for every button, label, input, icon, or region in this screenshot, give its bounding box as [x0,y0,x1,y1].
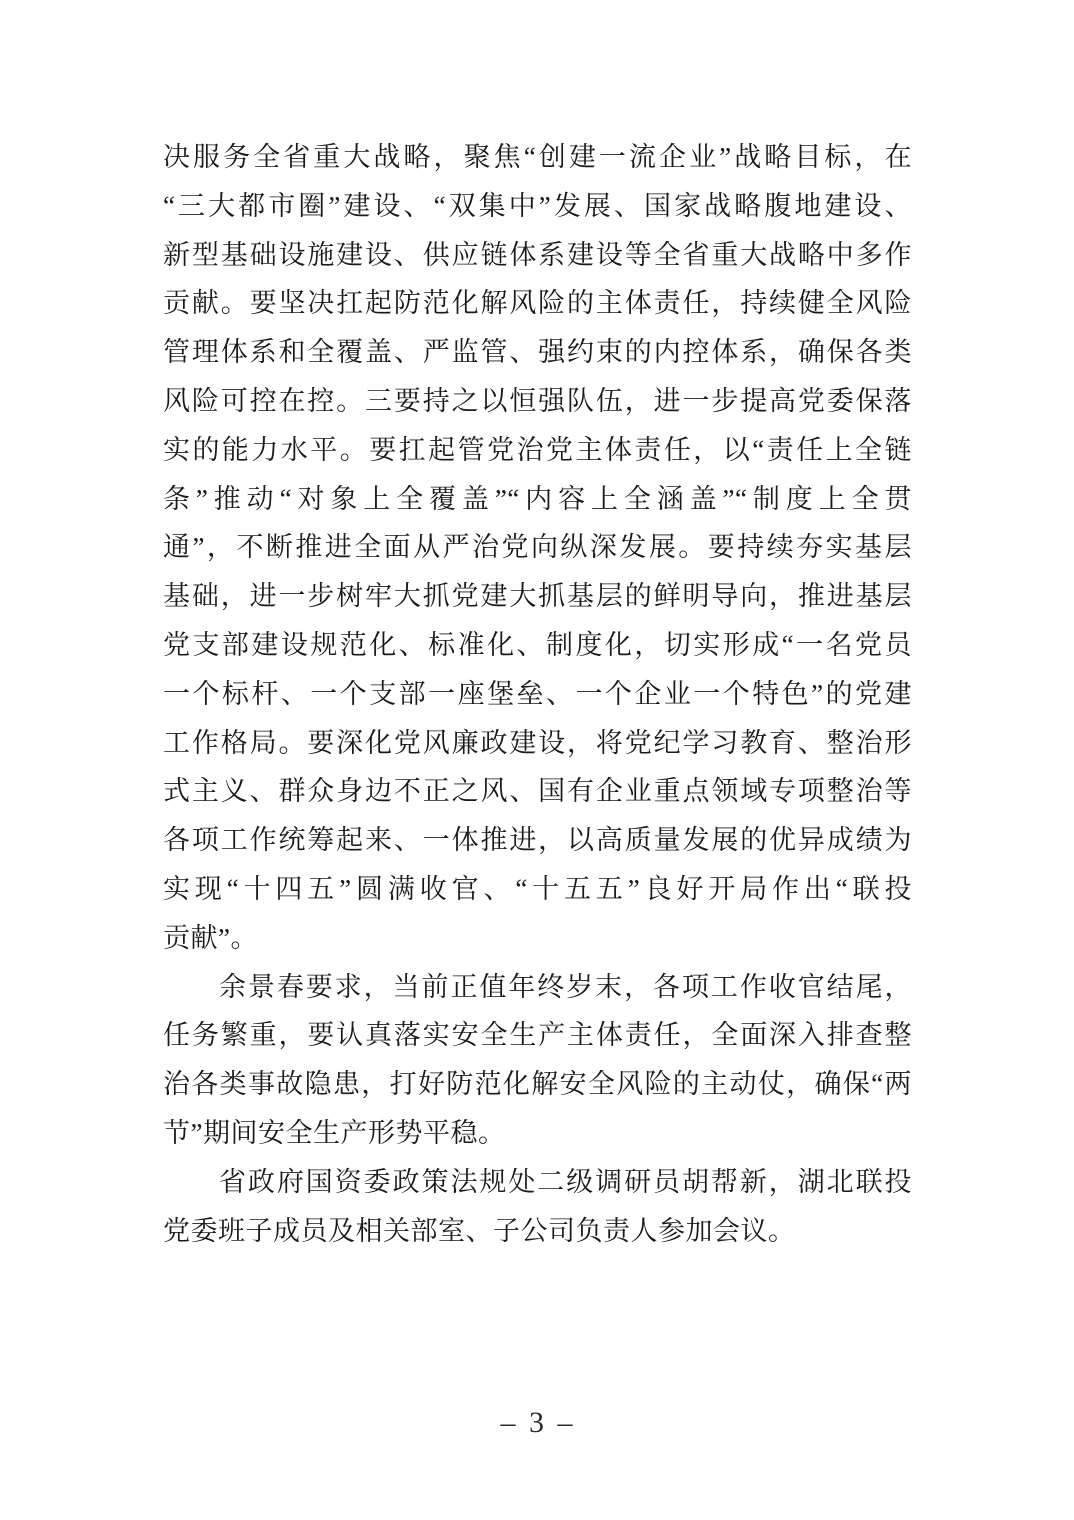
text-line: 一个标杆、一个支部一座堡垒、一个企业一个特色”的党建 [163,678,912,709]
text-line: 风险可控在控。三要持之以恒强队伍，进一步提高党委保落 [163,385,912,416]
paragraph [163,1158,912,1256]
text-line: 治各类事故隐患，打好防范化解安全风险的主动仗，确保“两 [163,1069,912,1100]
paragraph [163,133,912,963]
text-line: 各项工作统筹起来、一体推进，以高质量发展的优异成绩为 [163,825,912,856]
document-body [163,133,912,1255]
page-number: – 3 – [500,1406,574,1439]
text-line: 贡献。要坚决扛起防范化解风险的主体责任，持续健全风险 [163,288,912,319]
text-line: 条”推动“对象上全覆盖”“内容上全涵盖”“制度上全贯 [163,483,912,514]
page-footer [0,1398,1074,1448]
text-line: “三大都市圈”建设、“双集中”发展、国家战略腹地建设、 [163,190,912,221]
text-line: 工作格局。要深化党风廉政建设，将党纪学习教育、整治形 [163,727,912,758]
text-line: 任务繁重，要认真落实安全生产主体责任，全面深入排查整 [163,1020,912,1051]
text-line: 决服务全省重大战略，聚焦“创建一流企业”战略目标，在 [163,142,912,172]
text-line: 余景春要求，当前正值年终岁末，各项工作收官结尾， [219,971,912,1002]
text-line: 基础，进一步树牢大抓党建大抓基层的鲜明导向，推进基层 [163,581,912,612]
text-line: 实现“十四五”圆满收官、“十五五”良好开局作出“联投 [163,873,912,904]
text-line: 贡献”。 [163,922,258,953]
text-line: 通”，不断推进全面从严治党向纵深发展。要持续夯实基层 [163,532,912,563]
text-line: 节”期间安全生产形势平稳。 [163,1117,506,1148]
text-line: 党委班子成员及相关部室、子公司负责人参加会议。 [163,1215,796,1246]
text-line: 党支部建设规范化、标准化、制度化，切实形成“一名党员 [163,629,912,660]
text-line: 实的能力水平。要扛起管党治党主体责任，以“责任上全链 [163,434,912,465]
text-line: 管理体系和全覆盖、严监管、强约束的内控体系，确保各类 [163,337,912,368]
text-line: 新型基础设施建设、供应链体系建设等全省重大战略中多作 [163,239,912,270]
text-line: 省政府国资委政策法规处二级调研员胡帮新，湖北联投 [219,1166,912,1197]
paragraph [163,963,912,1158]
text-line: 式主义、群众身边不正之风、国有企业重点领域专项整治等 [163,776,912,807]
